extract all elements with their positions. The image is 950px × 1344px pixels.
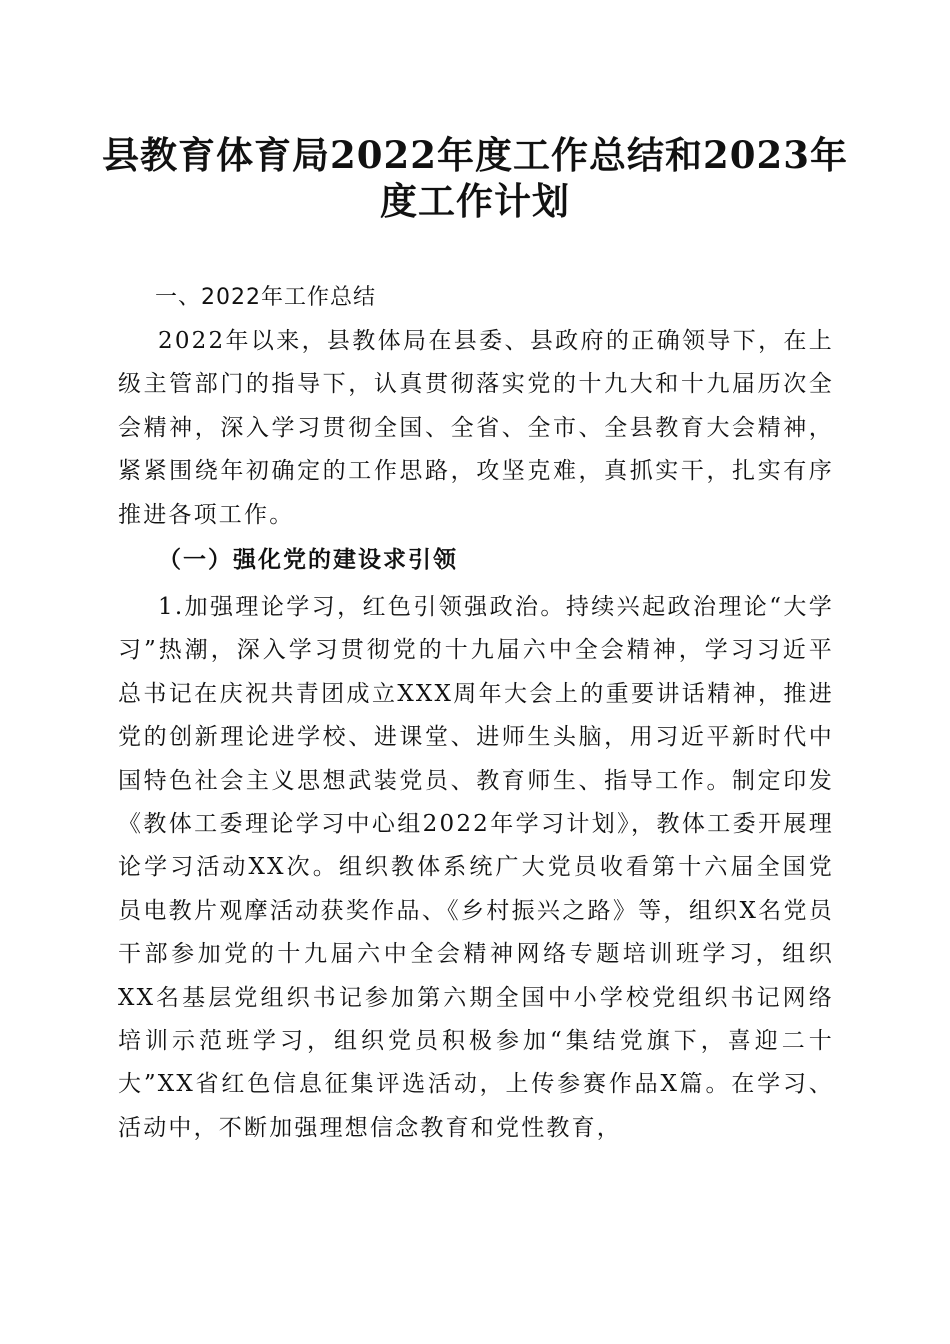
item-paragraph: 1.加强理论学习，红色引领强政治。持续兴起政治理论“大学习”热潮，深入学习贯彻党的十九届六中全会精神，学习习近平总书记在庆祝共青团成立XXX周年大会上的重要讲话精神，推进党的创新理论进学校、进课堂、进师生头脑，用习近平新时代中国特色社会主义思想武装党员、教育师生、指导工作。制定印发《教体工委理论学习中心组2022年学习计划》，教体工委开展理论学习活动XX次。组织教体系统广大党员收看第十六届全国党员电教片观摩活动获奖作品、《乡村振兴之路》等，组织X名党员干部参加党的十九届六中全会精神网络专题培训班学习，组织XX名基层党组织书记参加第六期全国中小学校党组织书记网络培训示范班学习，组织党员积极参加“集结党旗下，喜迎二十大”XX省红色信息征集评选活动，上传参赛作品X篇。在学习、活动中，不断加强理想信念教育和党性教育， xyxy=(118,594,834,1141)
intro-paragraph: 2022年以来，县教体局在县委、县政府的正确领导下，在上级主管部门的指导下，认真贯彻落实党的十九大和十九届历次全会精神，深入学习贯彻全国、全省、全市、全县教育大会精神，紧紧围绕年初确定的工作思路，攻坚克难，真抓实干，扎实有序推进各项工作。 xyxy=(118,328,834,528)
subsection-heading: （一）强化党的建设求引领 xyxy=(158,546,458,573)
section-heading: 一、2022年工作总结 xyxy=(155,285,376,310)
page-title: 县教育体育局2022年度工作总结和2023年度工作计划 xyxy=(102,133,848,223)
